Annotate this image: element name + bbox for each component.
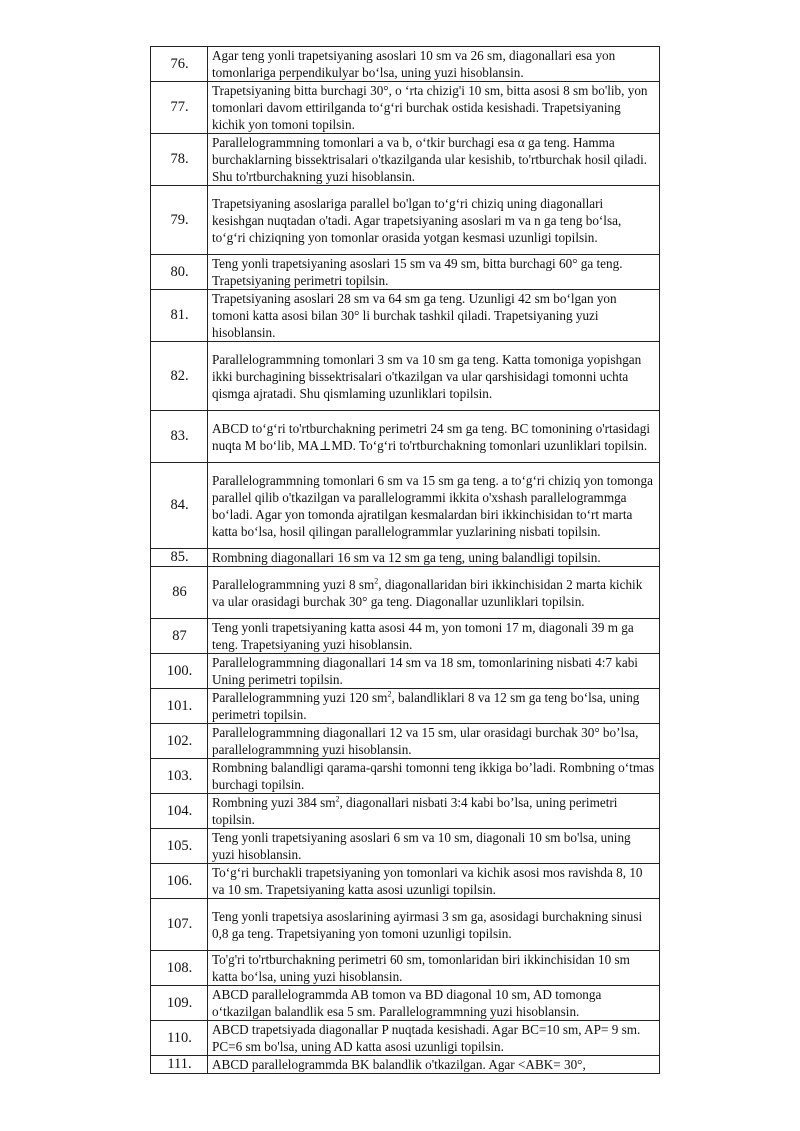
problem-row bbox=[151, 567, 660, 619]
problem-number: 108. bbox=[151, 951, 208, 986]
problem-text: Teng yonli trapetsiya asoslarining ayirmasi 3 sm ga, asosidagi burchakning sinusi 0,8 ga teng. Trapetsiyaning yon tomoni uzunligi topilsin. bbox=[208, 899, 660, 951]
problem-text: ABCD trapetsiyada diagonallar P nuqtada kesishadi. Agar BC=10 sm, AP= 9 sm. PC=6 sm bo'lsa, uning AD katta asosi uzunligi topilsin. bbox=[208, 1021, 660, 1056]
problem-text: Trapetsiyaning asoslari 28 sm va 64 sm ga teng. Uzunligi 42 sm bo‘lgan yon tomoni katta asosi bilan 30° li burchak tashkil qiladi. Trapetsiyaning yuzi hisoblansin. bbox=[208, 290, 660, 342]
superscript-exponent: 2 bbox=[335, 794, 340, 804]
problem-number: 110. bbox=[151, 1021, 208, 1056]
superscript-exponent: 2 bbox=[374, 576, 379, 586]
problem-number: 104. bbox=[151, 794, 208, 829]
problem-row bbox=[151, 134, 660, 186]
superscript-exponent: 2 bbox=[387, 689, 392, 699]
problem-text-part: Rombning yuzi 384 sm bbox=[212, 795, 336, 810]
problem-row bbox=[151, 724, 660, 759]
problem-text: Trapetsiyaning bitta burchagi 30°, o ‘rta chizig'i 10 sm, bitta asosi 8 sm bo'lib, yon tomonlari davom ettirilganda to‘g‘ri burchak ostida kesishadi. Trapetsiyaning kichik yon tomoni topilsin. bbox=[208, 82, 660, 134]
problem-text-part: Parallelogrammning yuzi 120 sm bbox=[212, 690, 388, 705]
problem-row bbox=[151, 794, 660, 829]
problem-number: 81. bbox=[151, 290, 208, 342]
problem-row bbox=[151, 342, 660, 411]
problem-number: 76. bbox=[151, 47, 208, 82]
problem-text bbox=[208, 794, 660, 829]
problem-row bbox=[151, 549, 660, 567]
problem-row bbox=[151, 1056, 660, 1074]
problem-row bbox=[151, 864, 660, 899]
problem-text: Parallelogrammning diagonallari 14 sm va 18 sm, tomonlarining nisbati 4:7 kabi Uning perimetri topilsin. bbox=[208, 654, 660, 689]
problem-number: 83. bbox=[151, 411, 208, 463]
problem-row bbox=[151, 986, 660, 1021]
problem-number: 82. bbox=[151, 342, 208, 411]
problem-text: Teng yonli trapetsiyaning asoslari 6 sm va 10 sm, diagonali 10 sm bo'lsa, uning yuzi hisoblansin. bbox=[208, 829, 660, 864]
problem-text: ABCD parallelogrammda AB tomon va BD diagonal 10 sm, AD tomonga o‘tkazilgan balandlik esa 5 sm. Parallelogrammning yuzi hisoblansin. bbox=[208, 986, 660, 1021]
problem-number: 80. bbox=[151, 255, 208, 290]
problem-text: ABCD to‘g‘ri to'rtburchakning perimetri 24 sm ga teng. BC tomonining o'rtasidagi nuqta M bo‘lib, MA⊥MD. To‘g‘ri to'rtburchakning tomonlari uzunliklari topilsin. bbox=[208, 411, 660, 463]
problem-number: 103. bbox=[151, 759, 208, 794]
problem-text-part: Parallelogrammning yuzi 8 sm bbox=[212, 576, 375, 592]
problem-text-part: , diagonallari nisbati 3:4 kabi bo’lsa, uning perimetri topilsin. bbox=[212, 795, 618, 827]
problem-number: 109. bbox=[151, 986, 208, 1021]
problem-text: Rombning balandligi qarama-qarshi tomonni teng ikkiga bo’ladi. Rombning o‘tmas burchagi topilsin. bbox=[208, 759, 660, 794]
problem-row bbox=[151, 186, 660, 255]
problem-text: To‘g‘ri burchakli trapetsiyaning yon tomonlari va kichik asosi mos ravishda 8, 10 va 10 sm. Trapetsiyaning katta asosi uzunligi topilsin. bbox=[208, 864, 660, 899]
problem-number: 85. bbox=[151, 549, 208, 567]
problem-text: Parallelogrammning tomonlari a va b, o‘tkir burchagi esa α ga teng. Hamma burchaklarning bissektrisalari o'tkazilganda ular kesishib, to'rtburchak hosil qiladi. Shu to'rtburchakning yuzi hisoblansin. bbox=[208, 134, 660, 186]
problem-row bbox=[151, 619, 660, 654]
problems-table bbox=[150, 46, 660, 1074]
problem-number: 106. bbox=[151, 864, 208, 899]
problem-number: 87 bbox=[151, 619, 208, 654]
problem-text: Teng yonli trapetsiyaning asoslari 15 sm va 49 sm, bitta burchagi 60° ga teng. Trapetsiyaning perimetri topilsin. bbox=[208, 255, 660, 290]
problem-text: Teng yonli trapetsiyaning katta asosi 44 m, yon tomoni 17 m, diagonali 39 m ga teng. Trapetsiyaning yuzi hisoblansin. bbox=[208, 619, 660, 654]
problem-number: 100. bbox=[151, 654, 208, 689]
problem-row bbox=[151, 255, 660, 290]
problem-text-part: , balandliklari 8 va 12 sm ga teng bo‘lsa, uning perimetri topilsin. bbox=[212, 690, 640, 722]
problem-number: 105. bbox=[151, 829, 208, 864]
problem-text: Parallelogrammning tomonlari 6 sm va 15 sm ga teng. a to‘g‘ri chiziq yon tomonga parallel qilib o'tkazilgan va parallelogrammi ikkita o'xshash parallelogrammga bo‘ladi. Agar yon tomonda ajratilgan kesmalardan biri ikkinchisidan to‘rt marta katta bo‘lsa, hosil qilingan parallelogrammlar yuzlarining nisbati topilsin. bbox=[208, 463, 660, 549]
problem-text: Trapetsiyaning asoslariga parallel bo'lgan to‘g‘ri chiziq uning diagonallari kesishgan nuqtadan o'tadi. Agar trapetsiyaning asoslari m va n ga teng bo‘lsa, to‘g‘ri chiziqning yon tomonlar orasida yotgan kesmasi uzunligi topilsin. bbox=[208, 186, 660, 255]
problem-number: 107. bbox=[151, 899, 208, 951]
problem-row bbox=[151, 290, 660, 342]
problem-text: Rombning diagonallari 16 sm va 12 sm ga teng, uning balandligi topilsin. bbox=[208, 549, 660, 567]
problem-row bbox=[151, 951, 660, 986]
problem-row bbox=[151, 899, 660, 951]
problem-text: To'g'ri to'rtburchakning perimetri 60 sm, tomonlaridan biri ikkinchisidan 10 sm katta bo‘lsa, uning yuzi hisoblansin. bbox=[208, 951, 660, 986]
problem-row bbox=[151, 82, 660, 134]
problem-text: Parallelogrammning tomonlari 3 sm va 10 sm ga teng. Katta tomoniga yopishgan ikki burchagining bissektrisalari o'tkazilgan va ular qarshisidagi tomonni uchta qismga ajratadi. Shu qismlaming uzunliklari topilsin. bbox=[208, 342, 660, 411]
problem-row bbox=[151, 411, 660, 463]
problem-number: 102. bbox=[151, 724, 208, 759]
problem-text: Parallelogrammning diagonallari 12 va 15 sm, ular orasidagi burchak 30° bo’lsa, parallelogrammning yuzi hisoblansin. bbox=[208, 724, 660, 759]
problem-text: Agar teng yonli trapetsiyaning asoslari 10 sm va 26 sm, diagonallari esa yon tomonlariga perpendikulyar bo‘lsa, uning yuzi hisoblansin. bbox=[208, 47, 660, 82]
problem-number: 86 bbox=[151, 567, 208, 619]
problem-row bbox=[151, 654, 660, 689]
problem-number: 101. bbox=[151, 689, 208, 724]
problem-number: 78. bbox=[151, 134, 208, 186]
problem-row bbox=[151, 689, 660, 724]
problem-number: 111. bbox=[151, 1056, 208, 1074]
problem-text bbox=[208, 567, 660, 619]
problem-row bbox=[151, 759, 660, 794]
problem-row bbox=[151, 463, 660, 549]
problem-row bbox=[151, 829, 660, 864]
problem-number: 77. bbox=[151, 82, 208, 134]
problem-text-part: , diagonallaridan biri ikkinchisidan 2 marta kichik va ular orasidagi burchak 30° ga teng. Diagonallar uzunliklari topilsin. bbox=[212, 576, 643, 609]
problem-number: 84. bbox=[151, 463, 208, 549]
problem-text bbox=[208, 689, 660, 724]
problem-number: 79. bbox=[151, 186, 208, 255]
problem-row bbox=[151, 1021, 660, 1056]
problem-text: ABCD parallelogrammda BK balandlik o'tkazilgan. Agar <ABK= 30°, bbox=[208, 1056, 660, 1074]
problem-row bbox=[151, 47, 660, 82]
